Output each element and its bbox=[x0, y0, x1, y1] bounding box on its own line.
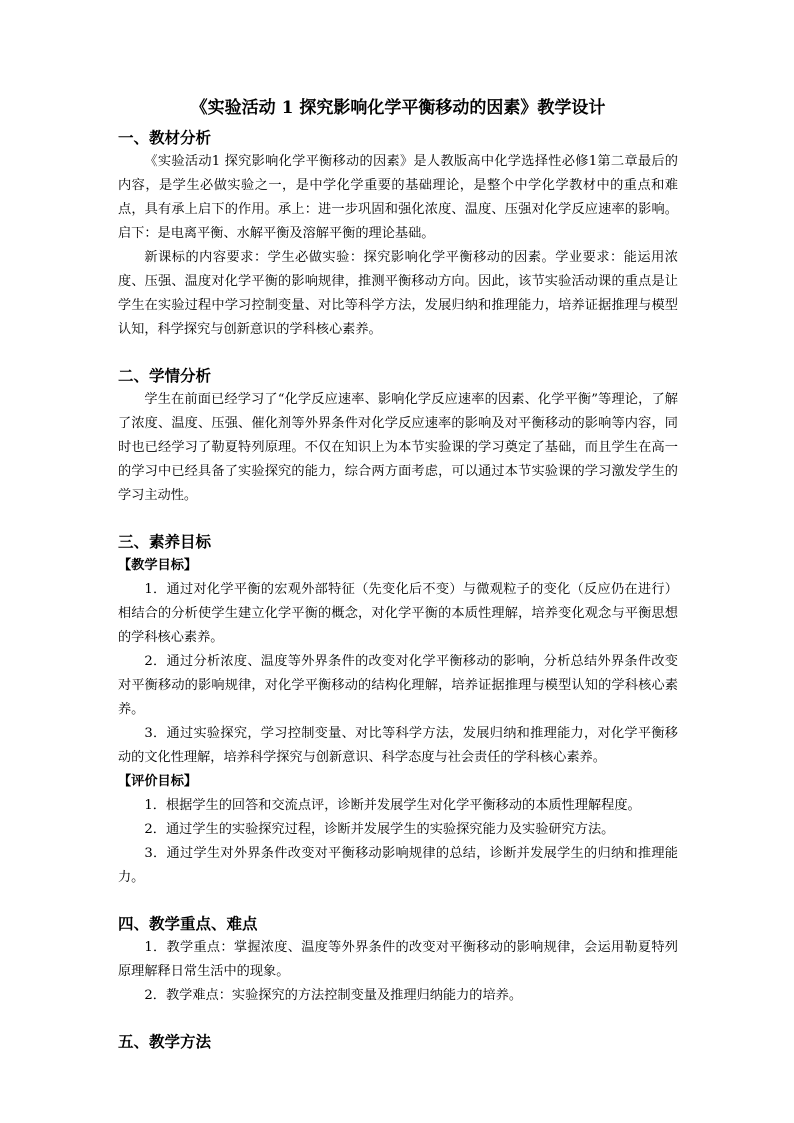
subheading-teaching-goals: 【教学目标】 bbox=[118, 558, 198, 573]
list-item: 1．通过对化学平衡的宏观外部特征（先变化后不变）与微观粒子的变化（反应仍在进行）相结合的分析使学生建立化学平衡的概念，对化学平衡的本质性理解，培养变化观念与平衡思想的学科核心素养。 bbox=[118, 582, 678, 645]
section-heading-goals: 三、素养目标 bbox=[118, 532, 212, 551]
list-item: 3．通过学生对外界条件改变对平衡移动影响规律的总结，诊断并发展学生的归纳和推理能力。 bbox=[118, 846, 678, 885]
paragraph: 《实验活动1 探究影响化学平衡移动的因素》是人教版高中化学选择性必修1第二章最后的内容，是学生必做实验之一，是中学化学重要的基础理论，是整个中学化学教材中的重点和难点，具有承上启下的作用。承上：进一步巩固和强化浓度、温度、压强对化学反应速率的影响。启下：是电离平衡、水解平衡及溶解平衡的理论基础。 bbox=[118, 154, 678, 241]
document-page bbox=[118, 96, 678, 1054]
list-item: 1．根据学生的回答和交流点评，诊断并发展学生对化学平衡移动的本质性理解程度。 bbox=[144, 798, 641, 813]
list-item: 1．教学重点：掌握浓度、温度等外界条件的改变对平衡移动的影响规律，会运用勒夏特列原理解释日常生活中的现象。 bbox=[118, 940, 678, 979]
paragraph: 新课标的内容要求：学生必做实验：探究影响化学平衡移动的因素。学业要求：能运用浓度、压强、温度对化学平衡的影响规律，推测平衡移动方向。因此，该节实验活动课的重点是让学生在实验过程中学习控制变量、对比等科学方法，发展归纳和推理能力，培养证据推理与模型认知，科学探究与创新意识的学科核心素养。 bbox=[118, 250, 678, 337]
section-heading-textbook-analysis: 一、教材分析 bbox=[118, 128, 212, 147]
spacer bbox=[118, 1008, 678, 1030]
spacer bbox=[118, 342, 678, 364]
paragraph: 学生在前面已经学习了“化学反应速率、影响化学反应速率的因素、化学平衡”等理论，了解了浓度、温度、压强、催化剂等外界条件对化学反应速率的影响及对平衡移动的影响等内容，同时也已经学习了勒夏特列原理。不仅在知识上为本节实验课的学习奠定了基础，而且学生在高一的学习中已经具备了实验探究的能力，综合两方面考虑，可以通过本节实验课的学习激发学生的学习主动性。 bbox=[118, 392, 678, 503]
list-item: 3．通过实验探究，学习控制变量、对比等科学方法，发展归纳和推理能力，对化学平衡移动的文化性理解，培养科学探究与创新意识、科学态度与社会责任的学科核心素养。 bbox=[118, 726, 678, 765]
section-heading-methods: 五、教学方法 bbox=[118, 1032, 212, 1051]
list-item: 2．通过分析浓度、温度等外界条件的改变对化学平衡移动的影响，分析总结外界条件改变对平衡移动的影响规律，对化学平衡移动的结构化理解，培养证据推理与模型认知的学科核心素养。 bbox=[118, 654, 678, 717]
document-title: 《实验活动 1 探究影响化学平衡移动的因素》教学设计 bbox=[190, 98, 606, 118]
section-heading-key-points: 四、教学重点、难点 bbox=[118, 914, 258, 933]
list-item: 2．教学难点：实验探究的方法控制变量及推理归纳能力的培养。 bbox=[144, 988, 523, 1003]
section-heading-learner-analysis: 二、学情分析 bbox=[118, 366, 212, 385]
spacer bbox=[118, 508, 678, 530]
list-item: 2．通过学生的实验探究过程，诊断并发展学生的实验探究能力及实验研究方法。 bbox=[144, 822, 615, 837]
subheading-evaluation-goals: 【评价目标】 bbox=[118, 774, 198, 789]
spacer bbox=[118, 890, 678, 912]
